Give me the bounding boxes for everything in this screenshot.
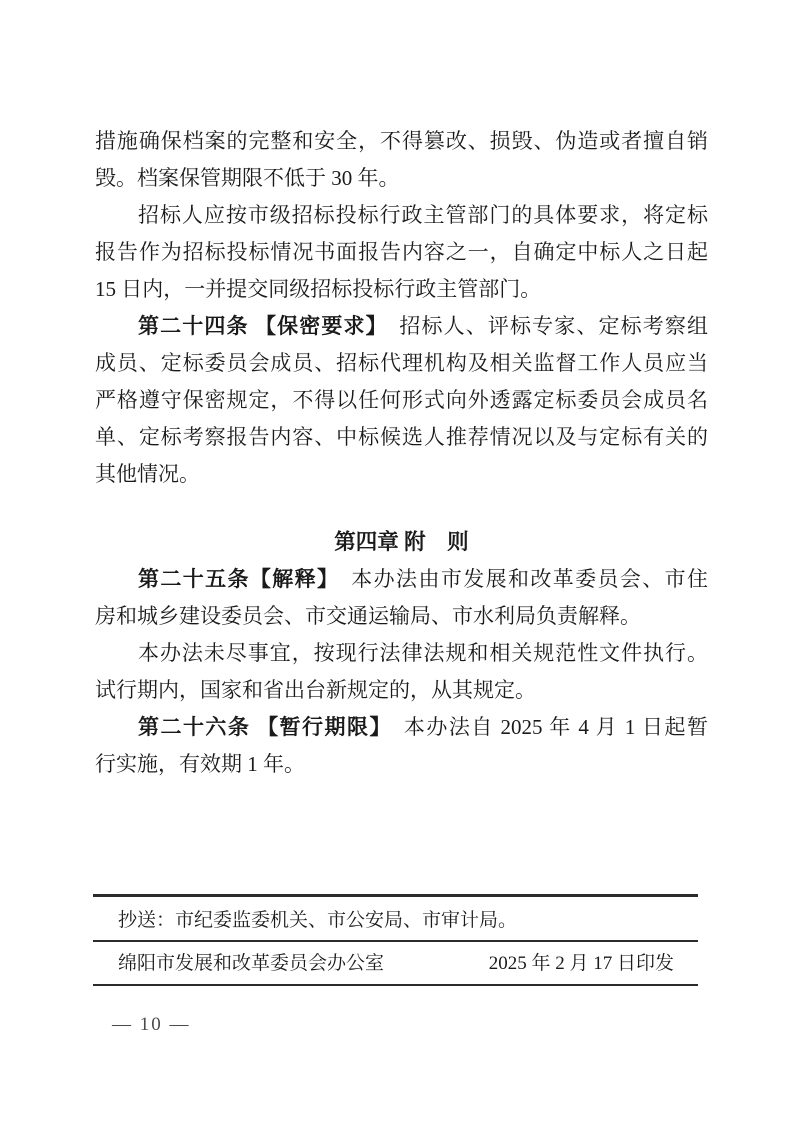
body-line-text: 招标人、评标专家、定标考察组	[377, 314, 708, 338]
page-number: — 10 —	[112, 1014, 191, 1035]
footer-separator-line	[93, 894, 698, 897]
body-line: 本办法未尽事宜，按现行法律法规和相关规范性文件执行。	[138, 641, 708, 665]
body-line: 措施确保档案的完整和安全，不得篡改、损毁、伪造或者擅自销	[95, 129, 708, 153]
print-date: 2025 年 2 月 17 日印发	[488, 953, 674, 974]
body-line: 毁。档案保管期限不低于 30 年。	[95, 166, 400, 190]
document-body	[95, 123, 708, 783]
article-25-lead: 第二十五条【解释】	[138, 567, 329, 591]
copy-to-line: 抄送：市纪委监委机关、市公安局、市审计局。	[118, 910, 518, 931]
body-line-text: 本办法自 2025 年 4 月 1 日起暂	[381, 715, 709, 739]
body-line-text: 本办法由市发展和改革委员会、市住	[328, 567, 709, 591]
footer-separator-line	[93, 940, 698, 942]
body-line: 单、定标考察报告内容、中标候选人推荐情况以及与定标有关的	[95, 425, 708, 449]
body-line: 严格遵守保密规定，不得以任何形式向外透露定标委员会成员名	[95, 388, 708, 412]
footer-separator-line	[93, 984, 698, 986]
body-line: 行实施，有效期 1 年。	[95, 752, 305, 776]
chapter-heading: 第四章 附 则	[334, 530, 469, 554]
issuing-office: 绵阳市发展和改革委员会办公室	[118, 953, 385, 974]
body-line: 招标人应按市级招标投标行政主管部门的具体要求，将定标	[138, 203, 708, 227]
issuer-row	[118, 952, 674, 976]
body-line	[95, 561, 708, 598]
body-line: 15 日内，一并提交同级招标投标行政主管部门。	[95, 277, 542, 301]
body-line	[95, 308, 708, 345]
body-line: 试行期内，国家和省出台新规定的，从其规定。	[95, 678, 536, 702]
article-26-lead: 第二十六条 【暂行期限】	[138, 715, 382, 739]
body-line: 成员、定标委员会成员、招标代理机构及相关监督工作人员应当	[95, 351, 708, 375]
body-line	[95, 709, 708, 746]
body-line: 房和城乡建设委员会、市交通运输局、市水利局负责解释。	[95, 604, 641, 628]
body-line: 报告作为招标投标情况书面报告内容之一，自确定中标人之日起	[95, 240, 708, 264]
article-24-lead: 第二十四条 【保密要求】	[138, 314, 378, 338]
body-line: 其他情况。	[95, 462, 200, 486]
